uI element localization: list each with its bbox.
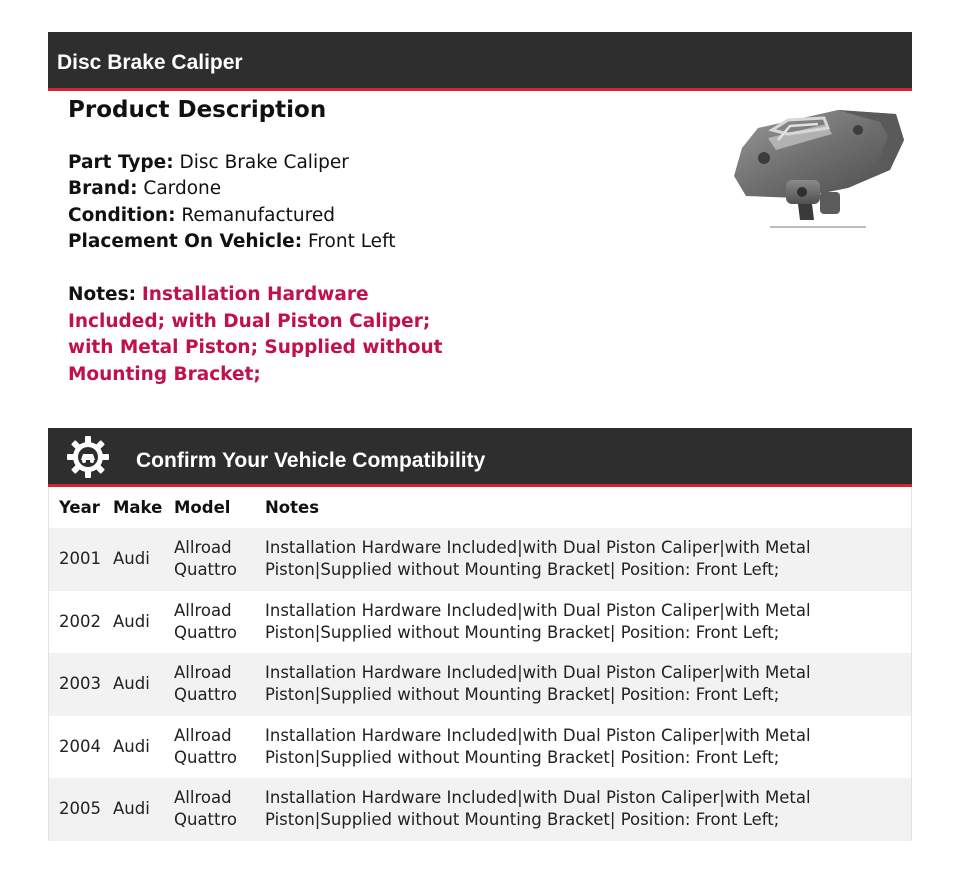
cell-year: 2003 [59, 674, 101, 693]
spec-value: Cardone [143, 178, 222, 199]
compatibility-table [48, 487, 912, 841]
spec-label: Condition: [68, 205, 176, 226]
notes-label: Notes: [68, 284, 136, 305]
spec-label: Placement On Vehicle: [68, 231, 303, 252]
spec-part-type [68, 150, 349, 176]
table-row [49, 591, 911, 654]
table-row [49, 716, 911, 779]
column-header-model: Model [174, 498, 231, 517]
cell-make: Audi [113, 549, 150, 568]
table-row [49, 778, 911, 841]
spec-label: Part Type: [68, 152, 174, 173]
cell-make: Audi [113, 674, 150, 693]
spec-brand [68, 176, 221, 202]
compatibility-bar [48, 428, 912, 487]
cell-notes: Installation Hardware Included|with Dual Piston Caliper|with Metal Piston|Supplied without Mounting Bracket| Position: Front Left; [265, 725, 811, 767]
cell-year: 2002 [59, 611, 101, 631]
column-header-notes: Notes [265, 498, 320, 517]
compatibility-title: Confirm Your Vehicle Compatibility [136, 449, 486, 472]
table-row [49, 653, 911, 716]
column-header-year: Year [59, 498, 100, 517]
cell-notes: Installation Hardware Included|with Dual Piston Caliper|with Metal Piston|Supplied without Mounting Bracket| Position: Front Left; [265, 788, 811, 829]
cell-make: Audi [113, 611, 150, 631]
cell-year: 2004 [59, 736, 101, 756]
product-title-bar [48, 32, 912, 91]
cell-notes: Installation Hardware Included|with Dual Piston Caliper|with Metal Piston|Supplied without Mounting Bracket| Position: Front Left; [265, 600, 811, 642]
cell-model: Allroad Quattro [174, 788, 238, 829]
gear-car-icon [66, 435, 110, 479]
cell-make: Audi [113, 736, 150, 756]
cell-notes: Installation Hardware Included|with Dual Piston Caliper|with Metal Piston|Supplied without Mounting Bracket| Position: Front Left; [265, 663, 811, 704]
product-notes [68, 282, 458, 388]
spec-placement [68, 229, 396, 255]
column-header-make: Make [113, 498, 163, 517]
notes-value: Installation Hardware Included; with Dual Piston Caliper; with Metal Piston; Supplied without Mounting Bracket; [68, 284, 443, 385]
spec-label: Brand: [68, 178, 138, 199]
cell-year: 2005 [59, 799, 101, 818]
spec-condition [68, 203, 335, 229]
cell-make: Audi [113, 799, 150, 818]
cell-model: Allroad Quattro [174, 600, 238, 642]
cell-notes: Installation Hardware Included|with Dual Piston Caliper|with Metal Piston|Supplied without Mounting Bracket| Position: Front Left; [265, 538, 811, 579]
description-heading: Product Description [68, 97, 327, 123]
table-row [49, 528, 911, 591]
spec-value: Front Left [308, 231, 396, 252]
cell-model: Allroad Quattro [174, 538, 238, 579]
product-title: Disc Brake Caliper [57, 51, 243, 74]
spec-value: Disc Brake Caliper [179, 152, 349, 173]
cell-year: 2001 [59, 549, 101, 568]
cell-model: Allroad Quattro [174, 725, 238, 767]
cell-model: Allroad Quattro [174, 663, 238, 704]
brake-caliper-photo [728, 100, 910, 234]
spec-value: Remanufactured [181, 205, 335, 226]
